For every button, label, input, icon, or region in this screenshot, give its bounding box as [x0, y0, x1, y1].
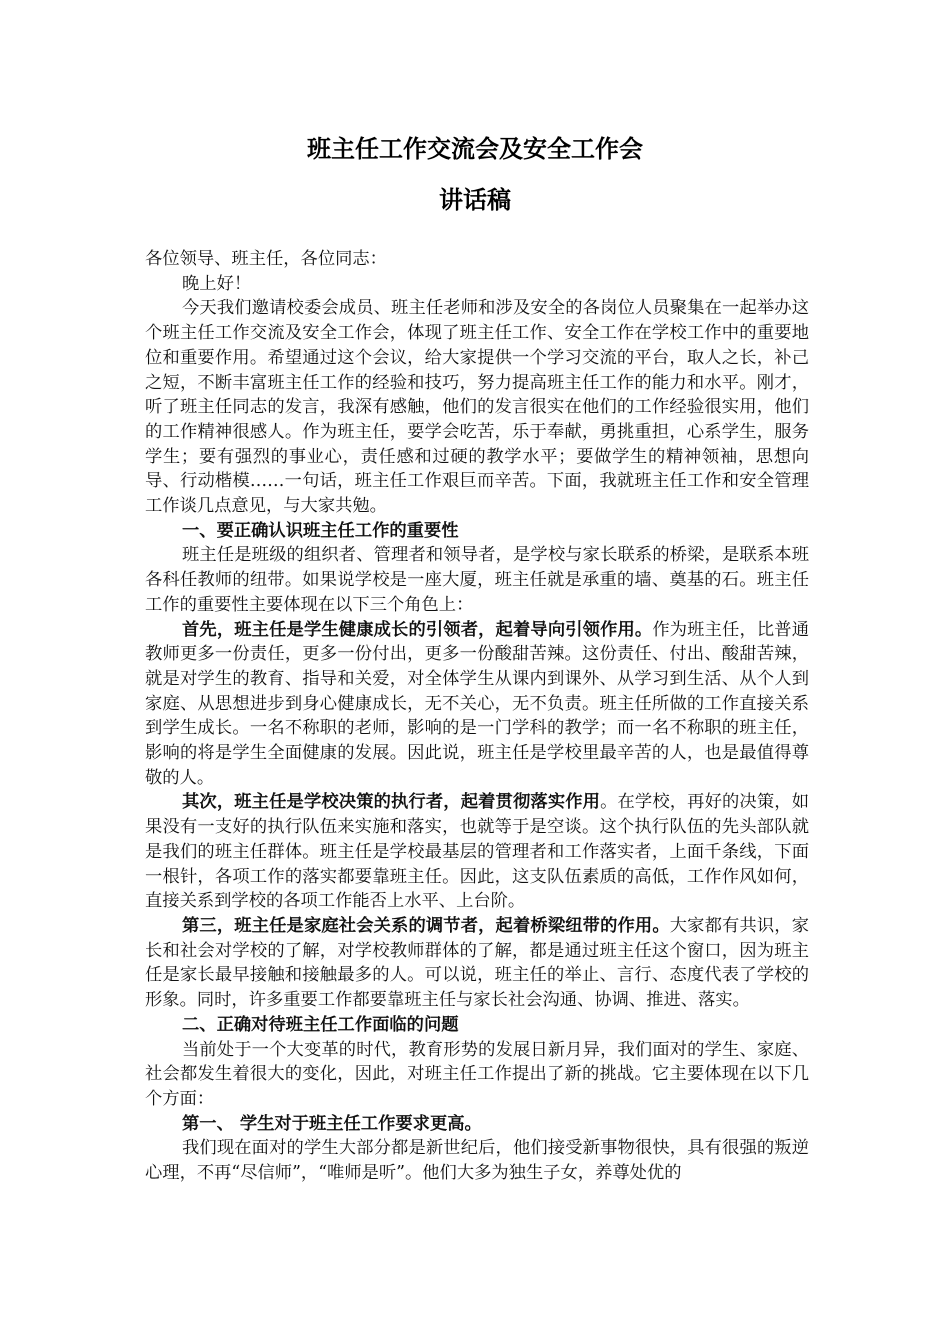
paragraph-2 — [145, 618, 809, 791]
greeting: 晚上好！ — [182, 273, 252, 294]
paragraph-4 — [145, 914, 809, 1013]
paragraph-4-lead: 第三，班主任是家庭社会关系的调节者，起着桥梁纽带的作用。 — [182, 915, 670, 936]
document-subtitle: 讲话稿 — [439, 186, 511, 214]
paragraph-6: 我们现在面对的学生大部分都是新世纪后，他们接受新事物很快，具有很强的叛逆心理，不再“尽信师”，“唯师是听”。他们大多为独生子女，养尊处优的 — [145, 1138, 809, 1184]
paragraph-2-lead: 首先，班主任是学生健康成长的引领者，起着导向引领作用。 — [182, 619, 653, 640]
intro-paragraph: 今天我们邀请校委会成员、班主任老师和涉及安全的各岗位人员聚集在一起举办这个班主任工作交流及安全工作会，体现了班主任工作、安全工作在学校工作中的重要地位和重要作用。希望通过这个会议，给大家提供一个学习交流的平台，取人之长，补己之短，不断丰富班主任工作的经验和技巧，努力提高班主任工作的能力和水平。刚才，听了班主任同志的发言，我深有感触，他们的发言很实在他们的工作经验很实用，他们的工作精神很感人。作为班主任，要学会吃苦，乐于奉献，勇挑重担，心系学生，服务学生；要有强烈的事业心，责任感和过硬的教学水平；要做学生的精神领袖，思想向导、行动楷模……一句话，班主任工作艰巨而辛苦。下面，我就班主任工作和安全管理工作谈几点意见，与大家共勉。 — [145, 298, 809, 517]
document-title: 班主任工作交流会及安全工作会 — [307, 135, 643, 163]
paragraph-3-lead: 其次，班主任是学校决策的执行者，起着贯彻落实作用 — [182, 792, 601, 813]
subsection-heading-1: 第一、 学生对于班主任工作要求更高。 — [182, 1113, 482, 1134]
paragraph-3 — [145, 790, 809, 914]
paragraph-3-text: 。在学校，再好的决策，如果没有一支好的执行队伍来实施和落实，也就等于是空谈。这个执行队伍的先头部队就是我们的班主任群体。班主任是学校最基层的管理者和工作落实者，上面千条线，下面一根针，各项工作的落实都要靠班主任。因此，这支队伍素质的高低，工作作风如何，直接关系到学校的各项工作能否上水平、上台阶。 — [145, 792, 809, 912]
document-body — [145, 247, 809, 1186]
paragraph-1: 班主任是班级的组织者、管理者和领导者，是学校与家长联系的桥梁，是联系本班各科任教师的纽带。如果说学校是一座大厦，班主任就是承重的墙、奠基的石。班主任工作的重要性主要体现在以下三个角色上： — [145, 545, 809, 615]
section-heading-2: 二、正确对待班主任工作面临的问题 — [182, 1014, 459, 1035]
paragraph-4-text: 大家都有共识，家长和社会对学校的了解，对学校教师群体的了解，都是通过班主任这个窗口，因为班主任是家长最早接触和接触最多的人。可以说，班主任的举止、言行、态度代表了学校的形象。同时，许多重要工作都要靠班主任与家长社会沟通、协调、推进、落实。 — [145, 915, 809, 1011]
salutation: 各位领导、班主任，各位同志： — [145, 249, 387, 269]
paragraph-5: 当前处于一个大变革的时代，教育形势的发展日新月异，我们面对的学生、家庭、社会都发生着很大的变化，因此，对班主任工作提出了新的挑战。它主要体现在以下几个方面： — [145, 1039, 809, 1109]
paragraph-2-text: 作为班主任，比普通教师更多一份责任，更多一份付出，更多一份酸甜苦辣。这份责任、付出、酸甜苦辣，就是对学生的教育、指导和关爱，对全体学生从课内到课外、从学习到生活、从个人到家庭、从思想进步到身心健康成长，无不关心，无不负责。班主任所做的工作直接关系到学生成长。一名不称职的老师，影响的是一门学科的教学；而一名不称职的班主任，影响的将是学生全面健康的发展。因此说，班主任是学校里最辛苦的人，也是最值得尊敬的人。 — [145, 619, 809, 788]
section-heading-1: 一、要正确认识班主任工作的重要性 — [182, 520, 459, 541]
